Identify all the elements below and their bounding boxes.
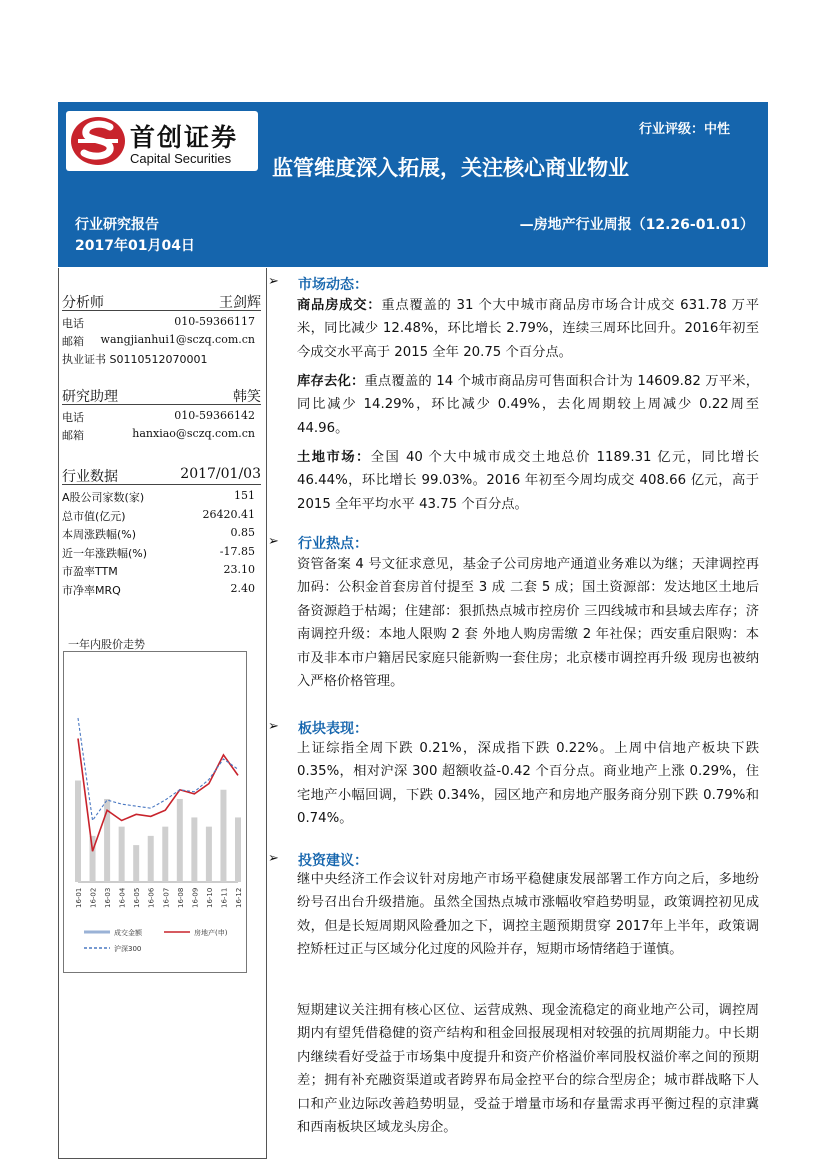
row-value: -17.85 [219,544,255,558]
row-value: 2.40 [230,581,255,595]
row-value: 26420.41 [202,507,255,521]
hot-heading: 行业热点： [298,536,368,552]
sales-text: 重点覆盖的 31 个大中城市商品房市场合计成交 631.78 万平米，同比减少 12.48%，环比增长 2.79%，连续三周环比回升。2016年初至今成交水平高于 2015 全年 20.75 个百分点。 [297,298,759,360]
row-value: 0.85 [230,526,255,539]
row-key: 市净率MRQ [62,583,121,597]
industry-rating: 行业评级：中性 [638,122,730,137]
sales-lead: 商品房成交： [297,298,382,313]
analyst-email [62,331,261,349]
analyst-name: 王剑辉 [219,295,261,311]
x-tick-label: 16-01 [75,887,83,908]
x-tick-label: 16-12 [235,887,243,908]
volume-bar [75,781,81,882]
assistant-email [62,425,261,443]
market-heading: 市场动态： [298,277,368,293]
cert-value: 执业证书 S0110512070001 [62,353,208,366]
land-lead: 土地市场： [297,450,371,465]
assistant-phone [62,407,261,425]
phone-value: 010-59366142 [174,409,255,422]
industry-data-row [62,524,261,542]
x-tick-label: 16-09 [191,887,200,908]
company-logo [66,111,258,171]
land-text: 全国 40 个大中城市成交土地总价 1189.31 亿元，同比增长46.44%，环比增长 99.03%。2016 年初至今周均成交 408.66 亿元，高于 2015 全年平均水平 43.75 个百分点。 [297,450,760,512]
bullet-icon: ➢ [268,534,279,549]
csi300-line [78,718,238,821]
real-estate-line [78,739,238,852]
industry-data-label: 行业数据 [62,469,118,485]
bullet-icon: ➢ [268,719,279,734]
inventory-lead: 库存去化： [297,374,365,389]
volume-bar [148,836,154,882]
bullet-icon: ➢ [268,851,279,866]
row-key: A股公司家数(家) [62,491,145,504]
assistant-header [62,386,261,405]
advice-paragraph-1: 继中央经济工作会议针对房地产市场平稳健康发展部署工作方向之后，多地纷纷号召出台升级措施。虽然全国热点城市涨幅收窄趋势明显，政策调控初见成效，但是长短周期风险叠加之下，调控主题预期贯穿 2017年上半年，政策调控矫枉过正与区域分化过度的风险并存，短期市场情绪趋于谨慎。 [297,872,759,958]
row-key: 市盈率TTM [62,565,118,578]
x-tick-label: 16-05 [133,887,142,908]
report-title: 监管维度深入拓展，关注核心商业物业 [272,155,629,180]
x-tick-label: 16-07 [162,887,171,908]
row-value: 23.10 [223,563,255,576]
x-tick-label: 16-06 [147,887,156,908]
industry-data-date: 2017/01/03 [180,466,261,482]
row-key: 近一年涨跌幅(%) [62,546,148,560]
analyst-cert [62,349,261,367]
analyst-label: 分析师 [62,295,104,311]
phone-label: 电话 [62,411,84,424]
inventory-text: 重点覆盖的 14 个城市商品房可售面积合计为 14609.82 万平米，同比减少 14.29%，环比减少 0.49%，去化周期较上周减少 0.22周至 44.96。 [297,374,759,436]
stock-trend-svg [64,652,246,972]
phone-label: 电话 [62,317,84,330]
email-label: 邮箱 [62,429,84,442]
row-key: 总市值(亿元) [62,509,126,523]
phone-value: 010-59366117 [174,315,255,328]
analyst-header [62,292,261,311]
row-value: 151 [234,489,255,502]
advice-heading: 投资建议： [298,853,368,869]
report-type: 行业研究报告 [75,217,159,233]
report-date: 2017年01月04日 [75,238,195,254]
market-sales-paragraph [297,294,759,364]
advice-paragraph-2: 短期建议关注拥有核心区位、运营成熟、现金流稳定的商业地产公司，调控周期内有望凭借稳健的资产结构和租金回报展现相对较强的抗周期能力。中长期内继续看好受益于市场集中度提升和资产价格溢价率同股权溢价率之间的预期差；拥有补充融资渠道或者跨界布局金控平台的综合型房企；城市群战略下人口和产业边际改善趋势明显，受益于增量市场和存量需求再平衡过程的京津冀和西南板块区域龙头房企。 [297,1003,759,1136]
stock-trend-chart [63,651,247,973]
volume-bar [162,827,168,882]
industry-data-row [62,580,261,598]
logo-chinese-name: 首创证券 [130,123,239,152]
volume-bar [133,845,139,882]
volume-bar [177,799,183,882]
x-tick-label: 16-08 [176,887,185,908]
email-value: hanxiao@sczq.com.cn [132,427,255,440]
assistant-label: 研究助理 [62,389,118,405]
volume-bar [206,827,212,882]
report-subtitle: —房地产行业周报（12.26-01.01） [519,217,754,233]
volume-bar [235,817,241,882]
x-tick-label: 16-04 [118,887,127,908]
industry-data-row [62,561,261,579]
volume-bar [220,790,226,882]
x-tick-label: 16-11 [220,887,229,908]
market-land-paragraph [297,446,759,516]
email-label: 邮箱 [62,335,84,348]
logo-emblem-icon [70,115,126,167]
bullet-icon: ➢ [268,274,279,289]
industry-data-header [62,466,261,485]
logo-english-name: Capital Securities [130,151,232,166]
sidebar-info-panel [58,268,267,1159]
volume-bar [119,827,125,882]
sector-paragraph: 上证综指全周下跌 0.21%，深成指下跌 0.22%。上周中信地产板块下跌 0.35%，相对沪深 300 超额收益-0.42 个百分点。商业地产上涨 0.29%，住宅地产小幅回调，下跌 0.34%，园区地产和房地产服务商分别下跌 0.79%和 0.74%。 [297,741,759,827]
row-key: 本周涨跌幅(%) [62,528,137,541]
volume-bar [90,836,96,882]
x-tick-label: 16-10 [205,887,214,908]
industry-data-row [62,543,261,561]
industry-data-row [62,506,261,524]
legend-label: 沪深300 [114,945,142,953]
report-header-banner [58,102,768,267]
industry-data-row [62,487,261,505]
email-value: wangjianhui1@sczq.com.cn [100,333,255,346]
market-inventory-paragraph [297,370,759,440]
x-tick-label: 16-03 [104,887,113,908]
legend-label: 成交金额 [114,929,142,937]
assistant-name: 韩笑 [233,389,261,405]
legend-label: 房地产(申) [194,929,228,937]
stock-chart-title: 一年内股价走势 [68,638,145,651]
sector-heading: 板块表现： [298,721,368,737]
analyst-phone [62,313,261,331]
volume-bar [191,817,197,882]
hot-paragraph: 资管备案 4 号文征求意见，基金子公司房地产通道业务难以为继；天津调控再加码：公积金首套房首付提至 3 成 二套 5 成；国土资源部：发达地区土地后备资源趋于枯竭；住建部：狠抓热点城市控房价 三四线城市和县域去库存；济南调控升级：本地人限购 2 套 外地人购房需缴 2 年社保；西安重启限购：本市及非本市户籍居民家庭只能新购一套住房；北京楼市调控再升级 现房也被纳入严格价格管理。 [297,557,759,690]
x-tick-label: 16-02 [89,887,98,908]
